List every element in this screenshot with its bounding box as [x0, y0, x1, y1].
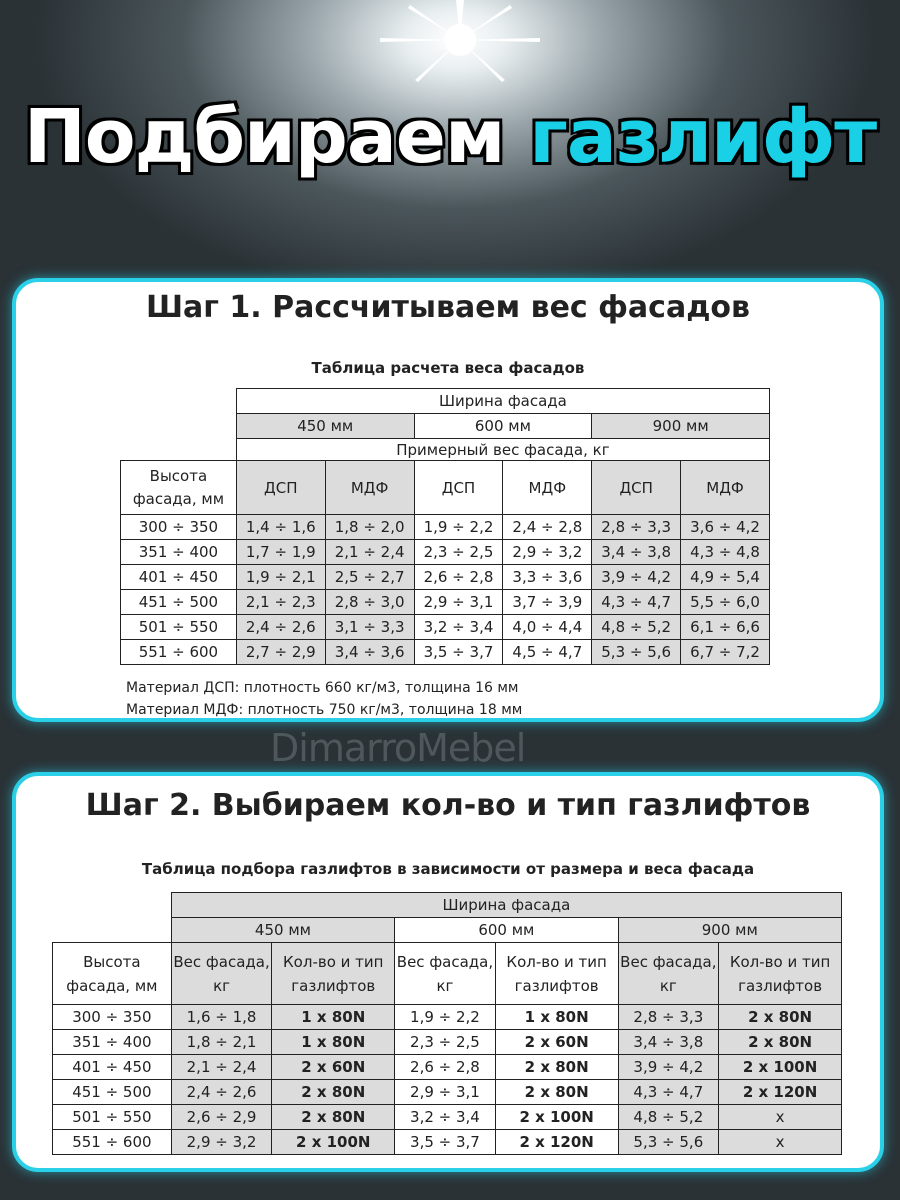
weight-cell: 1,9 ÷ 2,2: [395, 1005, 496, 1030]
value-cell: 3,4 ÷ 3,6: [325, 640, 414, 665]
gaslift-cell: 2 x 100N: [719, 1055, 842, 1080]
value-cell: 6,1 ÷ 6,6: [681, 615, 770, 640]
value-cell: 4,5 ÷ 4,7: [503, 640, 592, 665]
step2-table-title: Таблица подбора газлифтов в зависимости от размера и веса фасада: [141, 860, 755, 878]
weight-cell: 1,6 ÷ 1,8: [171, 1005, 272, 1030]
table-row: [121, 540, 770, 565]
value-cell: 2,5 ÷ 2,7: [325, 565, 414, 590]
value-cell: 2,8 ÷ 3,3: [592, 515, 681, 540]
height-cell: 300 ÷ 350: [121, 515, 237, 540]
gaslift-cell: 2 x 120N: [495, 1130, 618, 1155]
height-cell: 551 ÷ 600: [121, 640, 237, 665]
step2-title: Шаг 2. Выбираем кол-во и тип газлифтов: [85, 788, 811, 823]
gaslift-cell: 1 x 80N: [495, 1005, 618, 1030]
value-cell: 2,6 ÷ 2,8: [414, 565, 503, 590]
value-cell: 5,3 ÷ 5,6: [592, 640, 681, 665]
gaslift-table: [52, 892, 842, 1155]
height-cell: 501 ÷ 550: [53, 1105, 172, 1130]
value-cell: 3,3 ÷ 3,6: [503, 565, 592, 590]
headline: [0, 94, 900, 180]
gaslift-cell: x: [719, 1130, 842, 1155]
headline-word-1: Подбираем: [23, 94, 505, 180]
gaslift-cell: 2 x 80N: [495, 1080, 618, 1105]
value-cell: 2,9 ÷ 3,2: [503, 540, 592, 565]
value-cell: 3,2 ÷ 3,4: [414, 615, 503, 640]
material-header: МДФ: [681, 461, 770, 515]
height-cell: 401 ÷ 450: [121, 565, 237, 590]
value-cell: 1,9 ÷ 2,1: [236, 565, 325, 590]
value-cell: 1,4 ÷ 1,6: [236, 515, 325, 540]
gaslift-cell: 2 x 60N: [272, 1055, 395, 1080]
gaslift-cell: 2 x 80N: [495, 1055, 618, 1080]
note-dsp: Материал ДСП: плотность 660 кг/м3, толщина 16 мм: [126, 680, 519, 696]
weight-header: Примерный вес фасада, кг: [236, 439, 769, 461]
weight-cell: 3,5 ÷ 3,7: [395, 1130, 496, 1155]
value-cell: 2,4 ÷ 2,6: [236, 615, 325, 640]
height-header: Высота фасада, мм: [53, 943, 172, 1005]
weight-subheader: Вес фасада, кг: [171, 943, 272, 1005]
height-cell: 451 ÷ 500: [53, 1080, 172, 1105]
value-cell: 3,5 ÷ 3,7: [414, 640, 503, 665]
weight-cell: 4,3 ÷ 4,7: [618, 1080, 719, 1105]
weight-cell: 2,8 ÷ 3,3: [618, 1005, 719, 1030]
gaslift-cell: 2 x 80N: [272, 1080, 395, 1105]
gaslift-subheader: Кол-во и тип газлифтов: [719, 943, 842, 1005]
table-row: [121, 590, 770, 615]
table-row: [53, 1130, 842, 1155]
value-cell: 2,1 ÷ 2,3: [236, 590, 325, 615]
width-600: 600 мм: [395, 918, 618, 943]
value-cell: 2,8 ÷ 3,0: [325, 590, 414, 615]
gaslift-cell: 2 x 80N: [719, 1030, 842, 1055]
table-row: [121, 615, 770, 640]
weight-subheader: Вес фасада, кг: [618, 943, 719, 1005]
value-cell: 2,4 ÷ 2,8: [503, 515, 592, 540]
table-row: [53, 1105, 842, 1130]
width-450: 450 мм: [171, 918, 394, 943]
value-cell: 2,7 ÷ 2,9: [236, 640, 325, 665]
light-flare: [380, 0, 540, 90]
gaslift-subheader: Кол-во и тип газлифтов: [495, 943, 618, 1005]
gaslift-cell: 2 x 120N: [719, 1080, 842, 1105]
weight-cell: 2,9 ÷ 3,2: [171, 1130, 272, 1155]
value-cell: 2,3 ÷ 2,5: [414, 540, 503, 565]
material-header: ДСП: [414, 461, 503, 515]
table-row: [53, 1030, 842, 1055]
material-header: МДФ: [503, 461, 592, 515]
value-cell: 1,9 ÷ 2,2: [414, 515, 503, 540]
material-header: ДСП: [236, 461, 325, 515]
width-900: 900 мм: [592, 414, 770, 439]
width-450: 450 мм: [236, 414, 414, 439]
weight-cell: 2,4 ÷ 2,6: [171, 1080, 272, 1105]
height-cell: 351 ÷ 400: [121, 540, 237, 565]
gaslift-cell: 1 x 80N: [272, 1030, 395, 1055]
width-header: Ширина фасада: [171, 893, 841, 918]
step1-card: [12, 278, 884, 722]
value-cell: 4,9 ÷ 5,4: [681, 565, 770, 590]
gaslift-cell: 2 x 80N: [272, 1105, 395, 1130]
value-cell: 3,7 ÷ 3,9: [503, 590, 592, 615]
gaslift-cell: 2 x 100N: [495, 1105, 618, 1130]
value-cell: 6,7 ÷ 7,2: [681, 640, 770, 665]
value-cell: 3,4 ÷ 3,8: [592, 540, 681, 565]
step2-card: [12, 772, 884, 1172]
gaslift-cell: 1 x 80N: [272, 1005, 395, 1030]
step1-title: Шаг 1. Рассчитываем вес фасадов: [145, 290, 751, 325]
gaslift-cell: 2 x 80N: [719, 1005, 842, 1030]
material-header: МДФ: [325, 461, 414, 515]
height-cell: 351 ÷ 400: [53, 1030, 172, 1055]
height-cell: 551 ÷ 600: [53, 1130, 172, 1155]
gaslift-cell: x: [719, 1105, 842, 1130]
weight-table: [120, 388, 770, 665]
value-cell: 2,1 ÷ 2,4: [325, 540, 414, 565]
value-cell: 3,9 ÷ 4,2: [592, 565, 681, 590]
table-row: [53, 1005, 842, 1030]
width-600: 600 мм: [414, 414, 592, 439]
weight-cell: 4,8 ÷ 5,2: [618, 1105, 719, 1130]
value-cell: 2,9 ÷ 3,1: [414, 590, 503, 615]
table-row: [121, 640, 770, 665]
table-row: [121, 565, 770, 590]
height-cell: 300 ÷ 350: [53, 1005, 172, 1030]
value-cell: 1,8 ÷ 2,0: [325, 515, 414, 540]
table-row: [53, 1055, 842, 1080]
weight-cell: 3,2 ÷ 3,4: [395, 1105, 496, 1130]
material-header: ДСП: [592, 461, 681, 515]
gaslift-cell: 2 x 100N: [272, 1130, 395, 1155]
weight-cell: 2,9 ÷ 3,1: [395, 1080, 496, 1105]
value-cell: 4,3 ÷ 4,7: [592, 590, 681, 615]
weight-cell: 2,3 ÷ 2,5: [395, 1030, 496, 1055]
height-cell: 501 ÷ 550: [121, 615, 237, 640]
value-cell: 4,3 ÷ 4,8: [681, 540, 770, 565]
weight-subheader: Вес фасада, кг: [395, 943, 496, 1005]
value-cell: 4,8 ÷ 5,2: [592, 615, 681, 640]
weight-cell: 3,4 ÷ 3,8: [618, 1030, 719, 1055]
value-cell: 3,1 ÷ 3,3: [325, 615, 414, 640]
value-cell: 3,6 ÷ 4,2: [681, 515, 770, 540]
weight-cell: 2,6 ÷ 2,9: [171, 1105, 272, 1130]
width-header: Ширина фасада: [236, 389, 769, 414]
gaslift-subheader: Кол-во и тип газлифтов: [272, 943, 395, 1005]
weight-cell: 2,1 ÷ 2,4: [171, 1055, 272, 1080]
table-row: [121, 515, 770, 540]
value-cell: 1,7 ÷ 1,9: [236, 540, 325, 565]
gaslift-cell: 2 x 60N: [495, 1030, 618, 1055]
note-mdf: Материал МДФ: плотность 750 кг/м3, толщина 18 мм: [126, 702, 523, 718]
watermark: DimarroMebel: [270, 726, 526, 770]
step1-table-title: Таблица расчета веса фасадов: [311, 359, 585, 377]
weight-cell: 3,9 ÷ 4,2: [618, 1055, 719, 1080]
value-cell: 4,0 ÷ 4,4: [503, 615, 592, 640]
weight-cell: 1,8 ÷ 2,1: [171, 1030, 272, 1055]
width-900: 900 мм: [618, 918, 841, 943]
value-cell: 5,5 ÷ 6,0: [681, 590, 770, 615]
weight-cell: 5,3 ÷ 5,6: [618, 1130, 719, 1155]
table-row: [53, 1080, 842, 1105]
height-header: Высота фасада, мм: [121, 461, 237, 515]
height-cell: 401 ÷ 450: [53, 1055, 172, 1080]
headline-word-2: газлифт: [529, 94, 877, 180]
height-cell: 451 ÷ 500: [121, 590, 237, 615]
weight-cell: 2,6 ÷ 2,8: [395, 1055, 496, 1080]
